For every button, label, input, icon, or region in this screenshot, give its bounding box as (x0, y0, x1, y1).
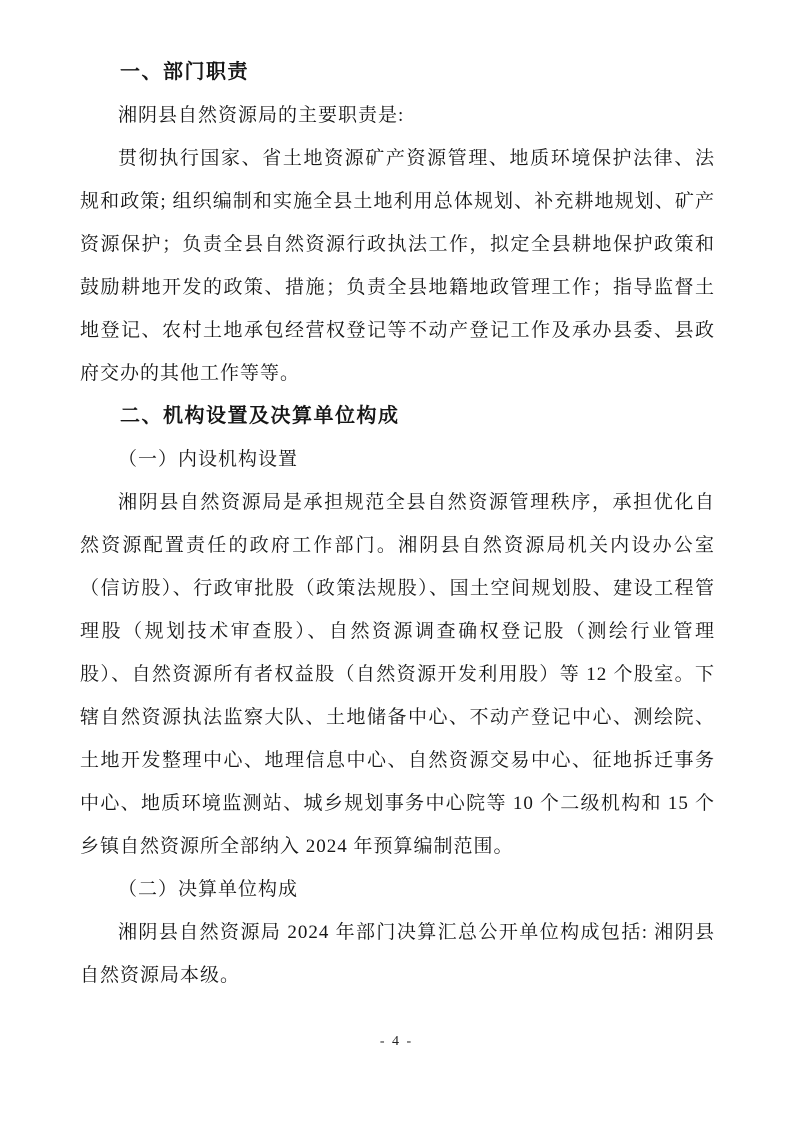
page-number: - 4 - (379, 1034, 414, 1049)
paragraph-main-duties-intro: 湘阴县自然资源局的主要职责是: (118, 105, 405, 126)
document-body (80, 51, 715, 997)
paragraph-duties-detail: 贯彻执行国家、省土地资源矿产资源管理、地质环境保护法律、法规和政策; 组织编制和实施全县土地利用总体规划、补充耕地规划、矿产资源保护；负责全县自然资源行政执法工作，拟定全县耕地保护政策和鼓励耕地开发的政策、措施；负责全县地籍地政管理工作；指导监督土地登记、农村土地承包经营权登记等不动产登记工作及承办县委、县政府交办的其他工作等等。 (80, 148, 715, 384)
subheading-internal-org: （一）内设机构设置 (118, 449, 299, 470)
paragraph-final-accounts-units-detail: 湘阴县自然资源局 2024 年部门决算汇总公开单位构成包括: 湘阴县自然资源局本级。 (80, 922, 715, 986)
paragraph-internal-org-detail: 湘阴县自然资源局是承担规范全县自然资源管理秩序，承担优化自然资源配置责任的政府工作部门。湘阴县自然资源局机关内设办公室（信访股）、行政审批股（政策法规股）、国土空间规划股、建设工程管理股（规划技术审查股）、自然资源调查确权登记股（测绘行业管理股）、自然资源所有者权益股（自然资源开发利用股）等 12 个股室。下辖自然资源执法监察大队、土地储备中心、不动产登记中心、测绘院、土地开发整理中心、地理信息中心、自然资源交易中心、征地拆迁事务中心、地质环境监测站、城乡规划事务中心院等 10 个二级机构和 15 个乡镇自然资源所全部纳入 2024 年预算编制范围。 (80, 492, 715, 857)
section-heading-org-structure: 二、机构设置及决算单位构成 (120, 405, 400, 427)
section-heading-department-duties: 一、部门职责 (120, 61, 249, 83)
subheading-final-accounts-units: （二）决算单位构成 (118, 879, 299, 900)
